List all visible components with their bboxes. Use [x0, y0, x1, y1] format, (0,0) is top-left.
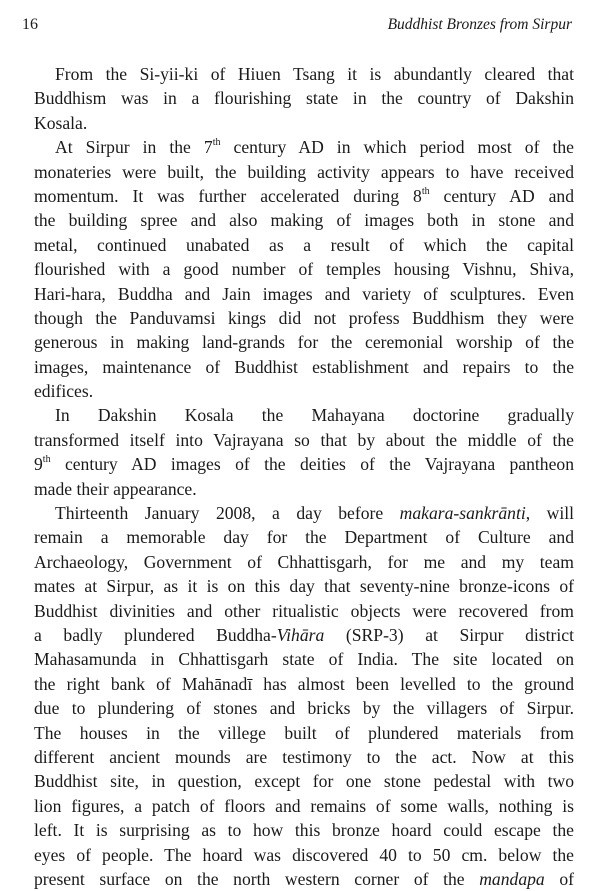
- text-line: eyes of people. The hoard was discovered 40 to 50 cm. below the: [34, 844, 574, 865]
- ordinal-superscript: th: [212, 137, 221, 149]
- text-line: At Sirpur in the 7th century AD in which period most of the: [55, 137, 574, 158]
- text-line: the building spree and also making of images both in stone and: [34, 210, 574, 231]
- text-line: left. It is surprising as to how this bronze hoard could escape the: [34, 820, 574, 841]
- text-line: Thirteenth January 2008, a day before makara-sankrānti, will: [55, 503, 574, 524]
- text-line: present surface on the north western corner of the mandapa of: [34, 868, 574, 889]
- text-line: flourished with a good number of temples housing Vishnu, Shiva,: [34, 259, 574, 280]
- text-line: made their appearance.: [34, 478, 197, 499]
- text-line: Buddhist divinities and other ritualistic objects were recovered from: [34, 600, 574, 621]
- page-header: [22, 16, 572, 38]
- page-number: 16: [22, 16, 38, 33]
- text-line: due to plundering of stones and bricks by the villagers of Sirpur.: [34, 698, 574, 719]
- text-line: Mahasamunda in Chhattisgarh state of India. The site located on: [34, 649, 574, 670]
- text-line: edifices.: [34, 381, 94, 402]
- text-line: different ancient mounds are testimony to the act. Now at this: [34, 746, 574, 767]
- text-line: transformed itself into Vajrayana so that by about the middle of the: [34, 429, 574, 450]
- text-line: 9th century AD images of the deities of the Vajrayana pantheon: [34, 454, 574, 475]
- text-line: though the Panduvamsi kings did not profess Buddhism they were: [34, 307, 574, 328]
- text-line: lion figures, a patch of floors and remains of some walls, nothing is: [34, 795, 574, 816]
- running-title: Buddhist Bronzes from Sirpur: [387, 16, 572, 33]
- italic-term: mandapa: [479, 868, 545, 889]
- text-line: Kosala.: [34, 112, 88, 133]
- text-line: In Dakshin Kosala the Mahayana doctorine gradually: [55, 405, 574, 426]
- text-line: Hari-hara, Buddha and Jain images and variety of sculptures. Even: [34, 283, 574, 304]
- text-line: the right bank of Mahānadī has almost been levelled to the ground: [34, 673, 574, 694]
- text-line: Buddhist site, in question, except for one stone pedestal with two: [34, 771, 574, 792]
- italic-term: Vihāra: [276, 624, 325, 645]
- text-line: Buddhism was in a flourishing state in the country of Dakshin: [34, 88, 574, 109]
- text-line: momentum. It was further accelerated during 8th century AD and: [34, 185, 574, 206]
- text-line: metal, continued unabated as a result of which the capital: [34, 234, 574, 255]
- ordinal-superscript: th: [421, 186, 430, 198]
- text-line: remain a memorable day for the Department of Culture and: [34, 527, 574, 548]
- text-line: From the Si-yii-ki of Hiuen Tsang it is abundantly cleared that: [55, 64, 574, 84]
- text-line: images, maintenance of Buddhist establishment and repairs to the: [34, 356, 574, 377]
- text-line: generous in making land-grands for the ceremonial worship of the: [34, 332, 574, 353]
- text-line: a badly plundered Buddha-Vihāra (SRP-3) at Sirpur district: [34, 624, 574, 645]
- italic-term: makara-sankrānti: [399, 503, 526, 524]
- text-line: Archaeology, Government of Chhattisgarh, for me and my team: [34, 551, 574, 572]
- body-text: [34, 62, 574, 891]
- text-line: The houses in the villege built of plundered materials from: [34, 722, 574, 743]
- ordinal-superscript: th: [42, 454, 51, 466]
- text-line: monateries were built, the building activity appears to have received: [34, 161, 574, 182]
- text-line: mates at Sirpur, as it is on this day that seventy-nine bronze-icons of: [34, 576, 574, 597]
